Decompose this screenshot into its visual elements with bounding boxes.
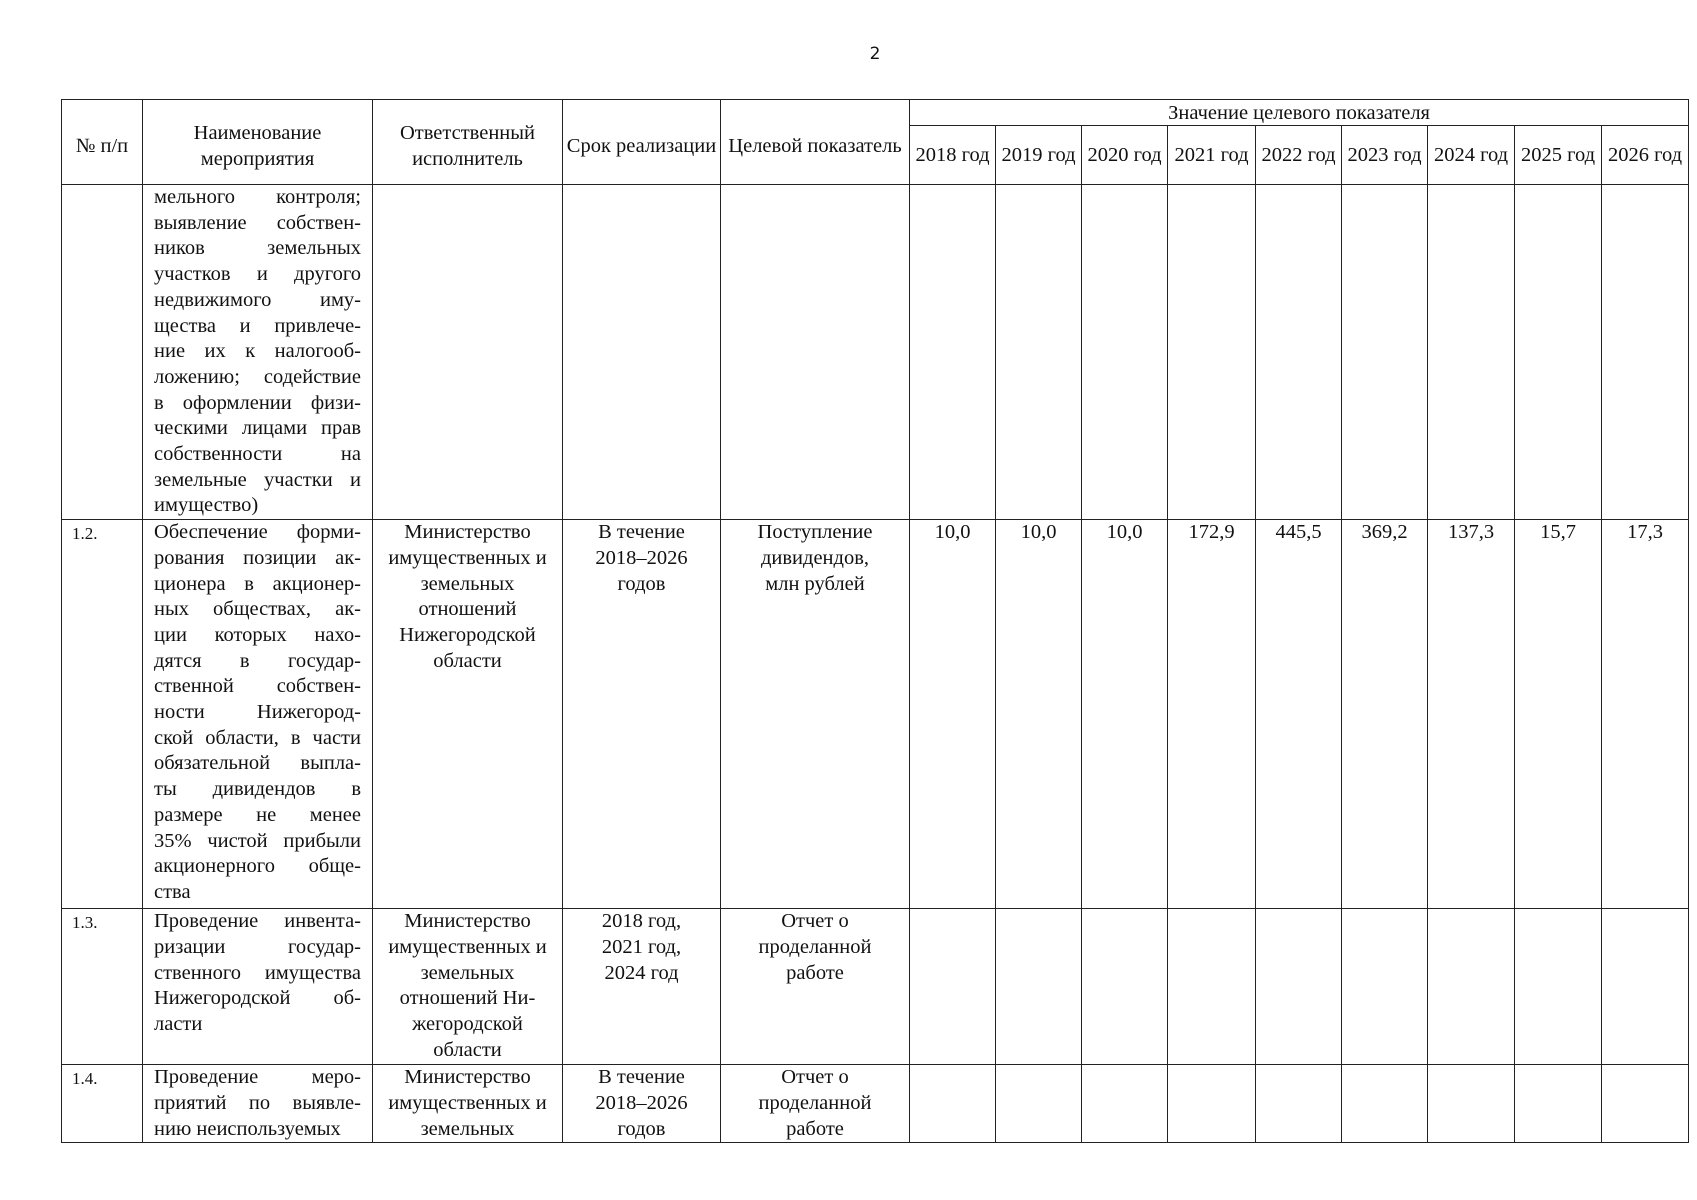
row-year-value [1342, 185, 1428, 520]
measure-name-line: Проведение меро- [154, 1066, 361, 1089]
table-row [62, 520, 1689, 909]
row-year-value [1082, 1065, 1168, 1143]
measure-name-line: акционерного обще- [154, 855, 361, 878]
measure-name-line: Обеспечение форми- [154, 521, 361, 544]
header-year: 2019 год [996, 126, 1082, 185]
row-year-value [1515, 909, 1602, 1065]
measure-name-line: ческими лицами прав [154, 417, 361, 440]
header-name: Наименование мероприятия [143, 100, 373, 185]
measure-name-line: Нижегородской об- [154, 987, 361, 1010]
row-year-value [1342, 1065, 1428, 1143]
row-year-value: 10,0 [910, 520, 996, 909]
row-measure-name [143, 185, 373, 520]
row-year-value [1082, 909, 1168, 1065]
row-year-value: 172,9 [1168, 520, 1256, 909]
header-num: № п/п [62, 100, 143, 185]
measure-name-line: ской области, в части [154, 726, 361, 749]
table-header [62, 100, 1689, 185]
row-year-value [1168, 1065, 1256, 1143]
row-year-value [1602, 1065, 1689, 1143]
header-year: 2025 год [1515, 126, 1602, 185]
row-executor: Министерство имущественных и земельных [373, 1065, 563, 1143]
table-row [62, 1065, 1689, 1143]
row-year-value [1515, 1065, 1602, 1143]
row-num [62, 185, 143, 520]
measure-name-line: имущество) [154, 494, 259, 517]
row-year-value [1428, 909, 1515, 1065]
header-year: 2026 год [1602, 126, 1689, 185]
row-num: 1.2. [62, 520, 143, 909]
row-year-value: 15,7 [1515, 520, 1602, 909]
row-year-value [910, 909, 996, 1065]
measure-name-line: щества и привлече- [154, 314, 361, 337]
measure-name-line: ложению; содействие [154, 365, 361, 388]
header-executor: Ответственный исполнитель [373, 100, 563, 185]
row-year-value [1256, 1065, 1342, 1143]
measure-name-line: выявление собствен- [154, 211, 361, 234]
row-measure-name [143, 1065, 373, 1143]
header-values-group: Значение целевого показателя [910, 100, 1689, 126]
measure-name-line: ников земельных [154, 237, 361, 260]
row-executor: Министерство имущественных и земельных отношений Ни-жегородской области [373, 909, 563, 1065]
header-year: 2020 год [1082, 126, 1168, 185]
row-year-value [1168, 185, 1256, 520]
row-term [563, 185, 721, 520]
measure-name-line: земельные участки и [154, 468, 361, 491]
header-term: Срок реализации [563, 100, 721, 185]
measure-name-line: в оформлении физи- [154, 391, 361, 414]
row-year-value [1168, 909, 1256, 1065]
row-term: В течение 2018–2026 годов [563, 1065, 721, 1143]
row-year-value [1342, 909, 1428, 1065]
measure-name-line: ции которых нахо- [154, 623, 361, 646]
row-year-value [910, 185, 996, 520]
row-year-value: 17,3 [1602, 520, 1689, 909]
row-indicator [721, 185, 910, 520]
measure-name-line: ных обществах, ак- [154, 598, 361, 621]
row-measure-name [143, 909, 373, 1065]
header-indicator: Целевой показатель [721, 100, 910, 185]
row-year-value [996, 185, 1082, 520]
header-year: 2022 год [1256, 126, 1342, 185]
row-year-value: 10,0 [1082, 520, 1168, 909]
row-num: 1.3. [62, 909, 143, 1065]
row-measure-name [143, 520, 373, 909]
row-term: В течение 2018–2026 годов [563, 520, 721, 909]
row-year-value: 445,5 [1256, 520, 1342, 909]
row-year-value [1515, 185, 1602, 520]
row-year-value [996, 1065, 1082, 1143]
measure-name-line: ства [154, 880, 191, 903]
table-row [62, 185, 1689, 520]
row-year-value [1428, 185, 1515, 520]
table-body [62, 185, 1689, 1143]
measure-name-line: 35% чистой прибыли [154, 829, 361, 852]
measure-name-line: ризации государ- [154, 935, 361, 958]
measure-name-line: ственного имущества [154, 961, 361, 984]
measure-name-line: размере не менее [154, 803, 361, 826]
measure-name-line: ласти [154, 1012, 203, 1035]
measure-name-line: Проведение инвента- [154, 910, 361, 933]
row-year-value: 369,2 [1342, 520, 1428, 909]
measure-name-line: ционера в акционер- [154, 572, 361, 595]
row-indicator: Отчет о проделанной работе [721, 1065, 910, 1143]
row-num: 1.4. [62, 1065, 143, 1143]
row-indicator: Поступление дивидендов, млн рублей [721, 520, 910, 909]
row-year-value [1256, 185, 1342, 520]
header-year: 2023 год [1342, 126, 1428, 185]
measure-name-line: участков и другого [154, 263, 361, 286]
measure-name-line: дятся в государ- [154, 649, 361, 672]
measure-name-line: ственной собствен- [154, 675, 361, 698]
row-year-value [1256, 909, 1342, 1065]
header-year: 2021 год [1168, 126, 1256, 185]
row-year-value [1082, 185, 1168, 520]
measure-name-line: нию неиспользуемых [154, 1117, 341, 1140]
row-indicator: Отчет о проделанной работе [721, 909, 910, 1065]
table-row [62, 909, 1689, 1065]
row-term: 2018 год, 2021 год, 2024 год [563, 909, 721, 1065]
header-year: 2024 год [1428, 126, 1515, 185]
row-year-value [1602, 909, 1689, 1065]
measure-name-line: рования позиции ак- [154, 546, 361, 569]
row-year-value: 10,0 [996, 520, 1082, 909]
measure-name-line: обязательной выпла- [154, 752, 361, 775]
page-number: 2 [869, 44, 881, 64]
measure-name-line: ты дивидендов в [154, 778, 361, 801]
row-year-value [1602, 185, 1689, 520]
row-year-value [910, 1065, 996, 1143]
measure-name-line: собственности на [154, 443, 361, 466]
row-executor: Министерство имущественных и земельных отношений Нижегородской области [373, 520, 563, 909]
row-year-value [1428, 1065, 1515, 1143]
target-indicators-table [61, 99, 1689, 1143]
measure-name-line: мельного контроля; [154, 186, 361, 208]
row-year-value [996, 909, 1082, 1065]
row-year-value: 137,3 [1428, 520, 1515, 909]
measure-name-line: приятий по выявле- [154, 1091, 361, 1114]
measure-name-line: недвижимого иму- [154, 288, 361, 311]
row-executor [373, 185, 563, 520]
header-year: 2018 год [910, 126, 996, 185]
measure-name-line: ние их к налогооб- [154, 340, 361, 363]
measure-name-line: ности Нижегород- [154, 701, 361, 724]
